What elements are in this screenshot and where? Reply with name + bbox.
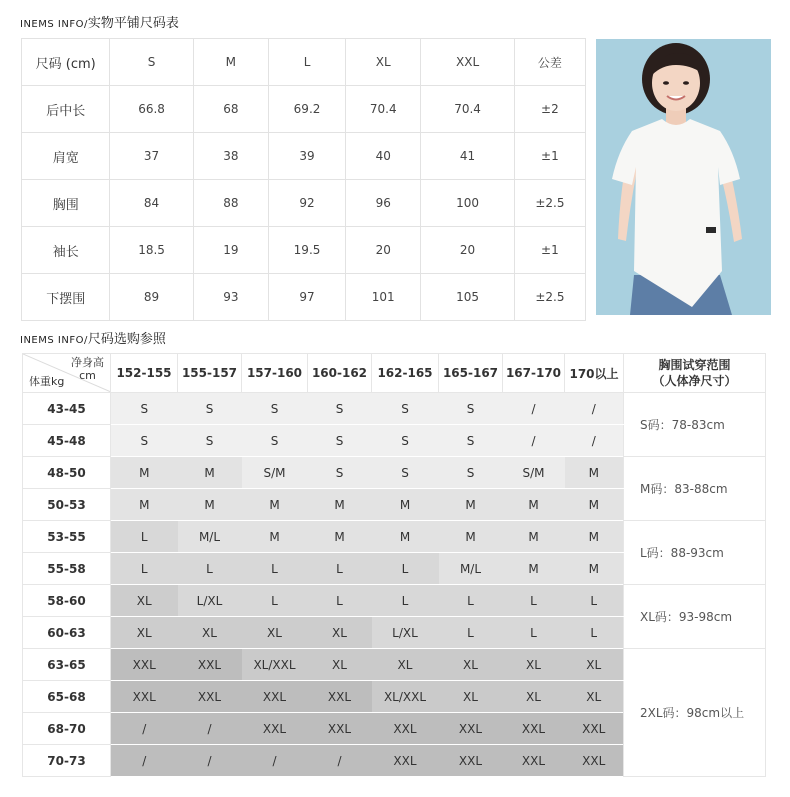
- height-header: 162-165: [372, 354, 439, 393]
- size-recommendation-cell: XL: [503, 681, 565, 713]
- size-recommendation-cell: L: [372, 585, 439, 617]
- spec-value-cell: 68: [193, 86, 268, 133]
- chest-range-header: [624, 354, 766, 393]
- spec-value-cell: 20: [346, 227, 421, 274]
- size-guide-row: [23, 457, 766, 489]
- size-recommendation-cell: S: [178, 425, 242, 457]
- size-guide-row: [23, 521, 766, 553]
- size-recommendation-cell: /: [111, 713, 178, 745]
- size-recommendation-cell: XXL: [242, 681, 308, 713]
- size-guide-row: [23, 649, 766, 681]
- size-recommendation-cell: L: [242, 585, 308, 617]
- size-recommendation-cell: XXL: [439, 745, 503, 777]
- size-recommendation-cell: L: [242, 553, 308, 585]
- size-recommendation-cell: M: [503, 553, 565, 585]
- size-recommendation-cell: M: [308, 489, 372, 521]
- size-recommendation-cell: M/L: [439, 553, 503, 585]
- size-recommendation-cell: /: [565, 425, 624, 457]
- weight-label: 53-55: [23, 521, 111, 553]
- spec-row: [22, 274, 586, 321]
- spec-row: [22, 86, 586, 133]
- chest-range-cell: XL码：93-98cm: [624, 585, 766, 649]
- weight-label: 48-50: [23, 457, 111, 489]
- spec-measure-label: 胸围: [22, 180, 110, 227]
- section-title-size-guide: [20, 328, 166, 347]
- size-recommendation-cell: S/M: [503, 457, 565, 489]
- size-recommendation-cell: XXL: [178, 649, 242, 681]
- spec-value-cell: 41: [421, 133, 514, 180]
- spec-value-cell: 66.8: [110, 86, 193, 133]
- size-recommendation-cell: L: [308, 553, 372, 585]
- size-recommendation-cell: S: [372, 393, 439, 425]
- size-recommendation-cell: L: [565, 585, 624, 617]
- spec-measure-label: 下摆围: [22, 274, 110, 321]
- size-recommendation-cell: M: [565, 553, 624, 585]
- size-recommendation-cell: M/L: [178, 521, 242, 553]
- spec-value-cell: ±1: [514, 227, 585, 274]
- size-recommendation-cell: M: [372, 521, 439, 553]
- spec-value-cell: 100: [421, 180, 514, 227]
- size-recommendation-cell: XL: [439, 649, 503, 681]
- size-recommendation-cell: S/M: [242, 457, 308, 489]
- size-recommendation-cell: /: [503, 425, 565, 457]
- size-recommendation-cell: M: [242, 489, 308, 521]
- model-photo: [596, 39, 771, 315]
- height-header: 165-167: [439, 354, 503, 393]
- spec-row: [22, 180, 586, 227]
- size-recommendation-cell: L: [372, 553, 439, 585]
- size-recommendation-cell: L: [439, 585, 503, 617]
- size-recommendation-cell: S: [439, 425, 503, 457]
- spec-value-cell: 92: [268, 180, 345, 227]
- size-recommendation-cell: XXL: [503, 713, 565, 745]
- size-recommendation-cell: S: [372, 457, 439, 489]
- size-recommendation-cell: XL: [111, 585, 178, 617]
- height-header: 167-170: [503, 354, 565, 393]
- spec-header-cell: XL: [346, 39, 421, 86]
- height-label: 净身高: [71, 356, 104, 369]
- spec-row: [22, 227, 586, 274]
- size-recommendation-cell: M: [565, 489, 624, 521]
- size-recommendation-cell: L/XL: [178, 585, 242, 617]
- height-header: 152-155: [111, 354, 178, 393]
- weight-label: 70-73: [23, 745, 111, 777]
- spec-row: [22, 133, 586, 180]
- spec-value-cell: 96: [346, 180, 421, 227]
- spec-value-cell: 19.5: [268, 227, 345, 274]
- spec-value-cell: 37: [110, 133, 193, 180]
- size-recommendation-cell: M: [111, 489, 178, 521]
- spec-value-cell: 20: [421, 227, 514, 274]
- size-recommendation-cell: XL/XXL: [372, 681, 439, 713]
- weight-label: 65-68: [23, 681, 111, 713]
- size-guide-row: [23, 393, 766, 425]
- size-recommendation-cell: /: [178, 713, 242, 745]
- chest-header-line: （人体净尺寸）: [652, 374, 737, 388]
- size-recommendation-cell: XXL: [372, 745, 439, 777]
- spec-value-cell: 93: [193, 274, 268, 321]
- weight-label: 50-53: [23, 489, 111, 521]
- size-recommendation-cell: /: [308, 745, 372, 777]
- size-recommendation-cell: S: [372, 425, 439, 457]
- spec-measure-label: 后中长: [22, 86, 110, 133]
- spec-value-cell: 101: [346, 274, 421, 321]
- size-recommendation-cell: XL: [242, 617, 308, 649]
- size-recommendation-cell: M: [439, 489, 503, 521]
- spec-header-row: [22, 39, 586, 86]
- flat-size-table: [21, 38, 586, 321]
- size-recommendation-cell: XL: [439, 681, 503, 713]
- spec-value-cell: 97: [268, 274, 345, 321]
- size-recommendation-cell: S: [308, 425, 372, 457]
- model-photo-illustration: [596, 39, 771, 315]
- spec-value-cell: 89: [110, 274, 193, 321]
- chest-header-line: 胸围试穿范围: [658, 358, 731, 372]
- size-recommendation-cell: XXL: [178, 681, 242, 713]
- size-recommendation-cell: L: [111, 553, 178, 585]
- size-recommendation-cell: L: [439, 617, 503, 649]
- size-recommendation-cell: /: [178, 745, 242, 777]
- size-recommendation-cell: M: [178, 457, 242, 489]
- size-recommendation-cell: L: [503, 585, 565, 617]
- size-recommendation-cell: S: [242, 393, 308, 425]
- spec-measure-label: 肩宽: [22, 133, 110, 180]
- size-recommendation-cell: XXL: [372, 713, 439, 745]
- size-recommendation-cell: L: [503, 617, 565, 649]
- weight-label: 58-60: [23, 585, 111, 617]
- size-recommendation-cell: XXL: [565, 713, 624, 745]
- spec-header-cell: S: [110, 39, 193, 86]
- size-recommendation-cell: M: [503, 521, 565, 553]
- chest-range-cell: M码：83-88cm: [624, 457, 766, 521]
- spec-value-cell: 39: [268, 133, 345, 180]
- size-recommendation-cell: S: [111, 425, 178, 457]
- chest-range-cell: S码：78-83cm: [624, 393, 766, 457]
- size-recommendation-cell: XL: [565, 681, 624, 713]
- size-recommendation-cell: L: [178, 553, 242, 585]
- size-recommendation-cell: XL: [565, 649, 624, 681]
- size-recommendation-cell: XXL: [242, 713, 308, 745]
- section-title-cn: 实物平铺尺码表: [87, 16, 179, 31]
- size-recommendation-cell: S: [308, 457, 372, 489]
- size-recommendation-cell: S: [178, 393, 242, 425]
- size-recommendation-cell: XL: [372, 649, 439, 681]
- size-recommendation-cell: S: [308, 393, 372, 425]
- weight-label: 60-63: [23, 617, 111, 649]
- size-recommendation-cell: XXL: [503, 745, 565, 777]
- size-guide-table: [22, 353, 766, 777]
- size-recommendation-cell: L: [308, 585, 372, 617]
- spec-header-cell: M: [193, 39, 268, 86]
- size-guide-row: [23, 585, 766, 617]
- size-recommendation-cell: XL: [308, 649, 372, 681]
- spec-value-cell: 70.4: [346, 86, 421, 133]
- size-recommendation-cell: XXL: [111, 681, 178, 713]
- size-recommendation-cell: S: [439, 393, 503, 425]
- spec-value-cell: 105: [421, 274, 514, 321]
- size-recommendation-cell: L: [111, 521, 178, 553]
- section-title-en: INEMS INFO/: [20, 19, 88, 30]
- spec-header-cell: L: [268, 39, 345, 86]
- size-recommendation-cell: S: [111, 393, 178, 425]
- height-header: 160-162: [308, 354, 372, 393]
- size-recommendation-cell: M: [565, 457, 624, 489]
- size-recommendation-cell: M: [242, 521, 308, 553]
- spec-measure-label: 袖长: [22, 227, 110, 274]
- size-recommendation-cell: /: [111, 745, 178, 777]
- spec-value-cell: ±2.5: [514, 274, 585, 321]
- size-recommendation-cell: XXL: [439, 713, 503, 745]
- size-recommendation-cell: /: [565, 393, 624, 425]
- size-recommendation-cell: XL: [178, 617, 242, 649]
- weight-label: 43-45: [23, 393, 111, 425]
- spec-value-cell: ±2.5: [514, 180, 585, 227]
- height-axis-label: [71, 356, 104, 382]
- section-title-cn: 尺码选购参照: [87, 332, 166, 347]
- spec-value-cell: ±2: [514, 86, 585, 133]
- spec-value-cell: 69.2: [268, 86, 345, 133]
- size-recommendation-cell: M: [372, 489, 439, 521]
- size-recommendation-cell: L/XL: [372, 617, 439, 649]
- section-title-en: INEMS INFO/: [20, 335, 88, 346]
- height-header: 170以上: [565, 354, 624, 393]
- chest-range-cell: L码：88-93cm: [624, 521, 766, 585]
- size-recommendation-cell: M: [565, 521, 624, 553]
- size-recommendation-cell: XL/XXL: [242, 649, 308, 681]
- spec-header-cell: 尺码 (cm): [22, 39, 110, 86]
- size-recommendation-cell: M: [111, 457, 178, 489]
- weight-axis-label: 体重kg: [29, 375, 65, 388]
- spec-header-cell: 公差: [514, 39, 585, 86]
- size-recommendation-cell: L: [565, 617, 624, 649]
- weight-label: 55-58: [23, 553, 111, 585]
- height-header: 157-160: [242, 354, 308, 393]
- chest-range-cell: 2XL码：98cm以上: [624, 649, 766, 777]
- size-recommendation-cell: M: [308, 521, 372, 553]
- weight-label: 68-70: [23, 713, 111, 745]
- size-recommendation-cell: XL: [308, 617, 372, 649]
- weight-label: 45-48: [23, 425, 111, 457]
- size-recommendation-cell: XXL: [308, 713, 372, 745]
- spec-value-cell: 18.5: [110, 227, 193, 274]
- size-recommendation-cell: XXL: [111, 649, 178, 681]
- corner-header: [23, 354, 111, 393]
- size-recommendation-cell: XL: [503, 649, 565, 681]
- height-unit: cm: [79, 369, 96, 382]
- size-recommendation-cell: XXL: [308, 681, 372, 713]
- spec-value-cell: 38: [193, 133, 268, 180]
- spec-value-cell: 84: [110, 180, 193, 227]
- spec-value-cell: 40: [346, 133, 421, 180]
- weight-label: 63-65: [23, 649, 111, 681]
- size-recommendation-cell: XXL: [565, 745, 624, 777]
- size-recommendation-cell: S: [242, 425, 308, 457]
- size-recommendation-cell: XL: [111, 617, 178, 649]
- section-title-flat-size: [20, 12, 179, 31]
- spec-value-cell: 19: [193, 227, 268, 274]
- size-recommendation-cell: S: [439, 457, 503, 489]
- size-recommendation-cell: /: [503, 393, 565, 425]
- spec-header-cell: XXL: [421, 39, 514, 86]
- size-recommendation-cell: M: [439, 521, 503, 553]
- spec-value-cell: 88: [193, 180, 268, 227]
- height-header: 155-157: [178, 354, 242, 393]
- size-recommendation-cell: M: [503, 489, 565, 521]
- size-recommendation-cell: /: [242, 745, 308, 777]
- spec-value-cell: ±1: [514, 133, 585, 180]
- spec-value-cell: 70.4: [421, 86, 514, 133]
- size-recommendation-cell: M: [178, 489, 242, 521]
